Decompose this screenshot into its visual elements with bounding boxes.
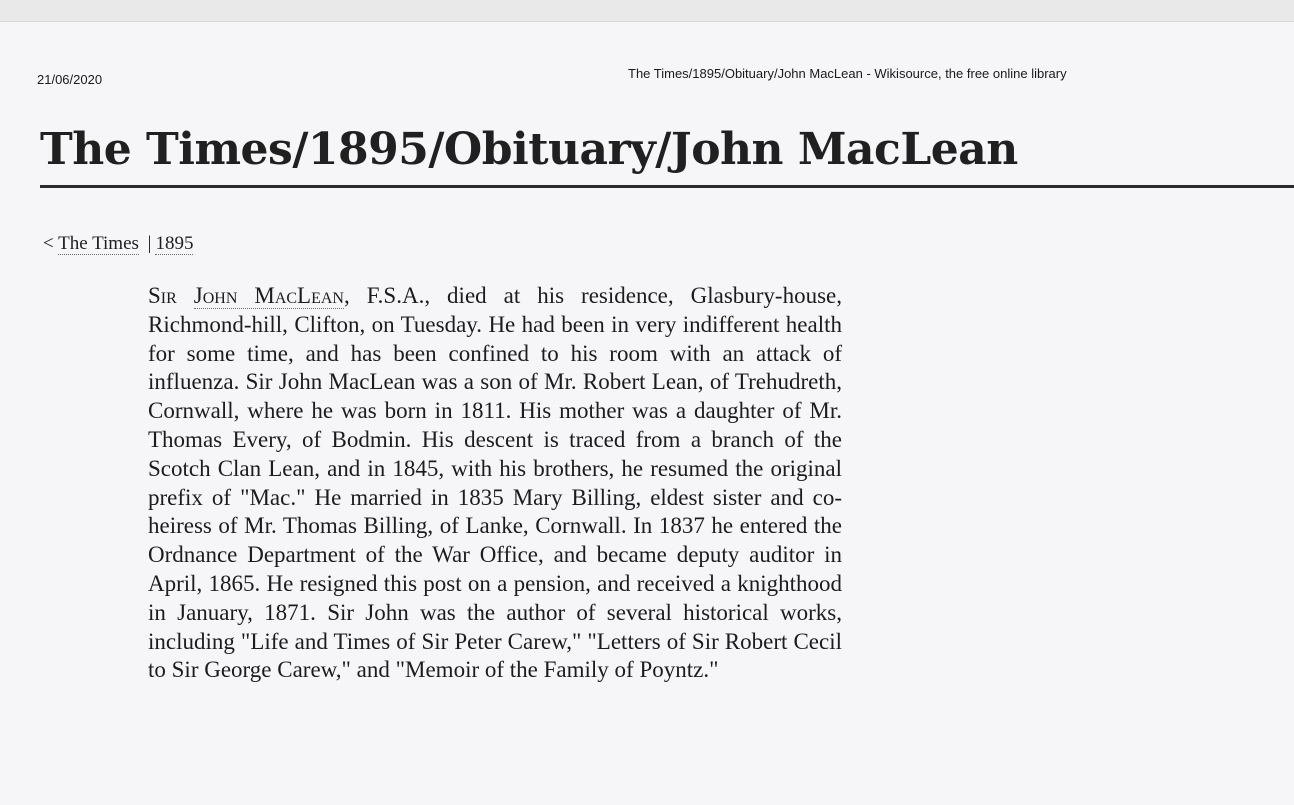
breadcrumb [43, 233, 193, 255]
page-title: The Times/1895/Obituary/John MacLean [40, 124, 1018, 175]
printed-page [0, 22, 1294, 805]
breadcrumb-link-the-times[interactable]: The Times [58, 233, 139, 254]
print-header-title: The Times/1895/Obituary/John MacLean - Wikisource, the free online library [628, 66, 1067, 81]
breadcrumb-separator: | [147, 233, 152, 254]
title-divider [40, 185, 1294, 188]
article-lead-sir: Sir [148, 283, 177, 308]
breadcrumb-link-1895[interactable]: 1895 [155, 233, 194, 254]
article-text [148, 282, 842, 685]
author-link[interactable]: John MacLean [193, 283, 344, 308]
print-date: 21/06/2020 [37, 72, 103, 87]
article-body: , F.S.A., died at his residence, Glasbury-house, Richmond-hill, Clifton, on Tuesday. He had been in very indifferent health for some time, and has been confined to his room with an attack of influenza. Sir John MacLean was a son of Mr. Robert Lean, of Trehudreth, Cornwall, where he was born in 1811. His mother was a daughter of Mr. Thomas Every, of Bodmin. His descent is traced from a branch of the Scotch Clan Lean, and in 1845, with his brothers, he resumed the original prefix of "Mac." He married in 1835 Mary Billing, eldest sister and co-heiress of Mr. Thomas Billing, of Lanke, Cornwall. In 1837 he entered the Ordnance Department of the War Office, and became deputy auditor in April, 1865. He resigned this post on a pension, and received a knighthood in January, 1871. Sir John was the author of several historical works, including "Life and Times of Sir Peter Carew," "Letters of Sir Robert Cecil to Sir George Carew," and "Memoir of the Family of Poyntz." [148, 283, 842, 683]
breadcrumb-back-arrow: < [43, 233, 54, 254]
